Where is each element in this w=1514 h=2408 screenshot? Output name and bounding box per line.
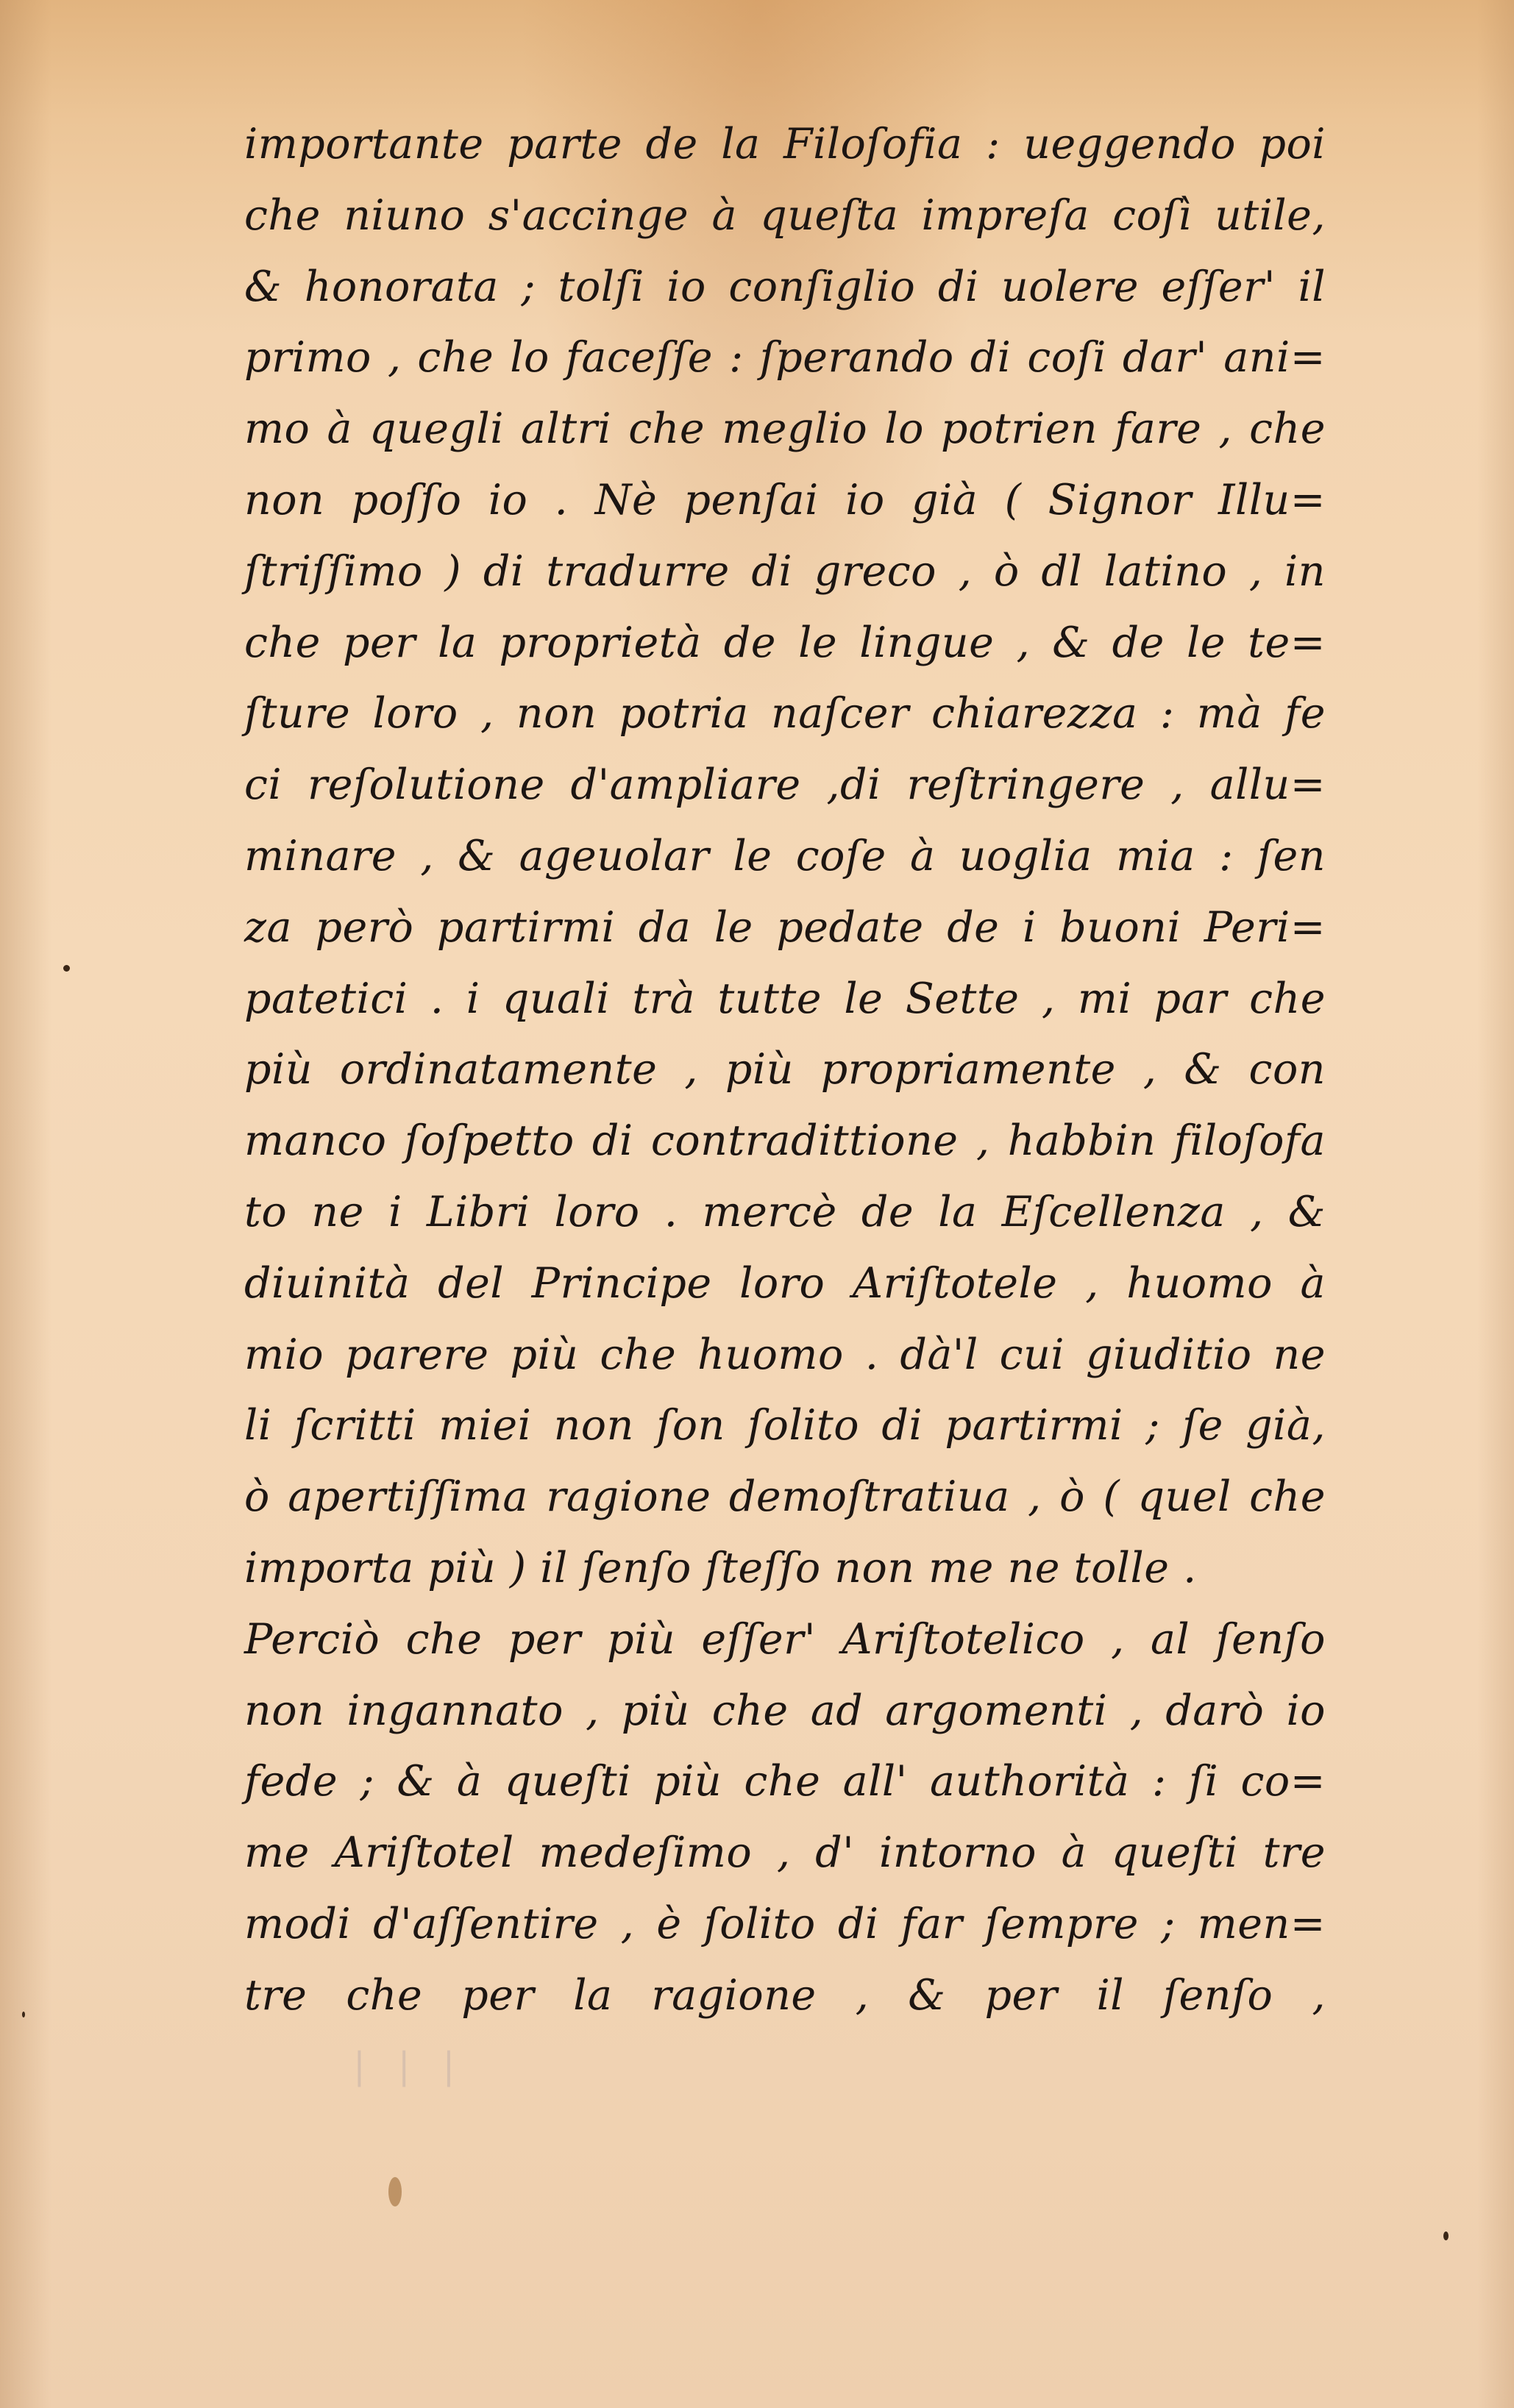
text-line: Perciò che per più eſſer' Ariſtotelico , al ſenſo <box>244 1614 1326 1664</box>
text-line: fede ; & à queſti più che all' authorità : ſi co= <box>244 1757 1326 1806</box>
text-line: to ne i Libri loro . mercè de la Eſcellenza , & <box>244 1187 1326 1236</box>
ink-speck <box>63 965 70 972</box>
text-line: importa più ) il ſenſo ſteſſo non me ne tolle . <box>244 1543 1197 1592</box>
text-line: che per la proprietà de le lingue , & de le te= <box>244 618 1326 667</box>
text-line: ſtriſſimo ) di tradurre di greco , ò dl latino , in <box>244 546 1326 596</box>
text-line: manco ſoſpetto di contradittione , habbin filoſofa <box>244 1116 1326 1166</box>
text-line: minare , & ageuolar le coſe à uoglia mia : ſen <box>244 831 1326 880</box>
ink-speck <box>1443 2231 1449 2240</box>
text-line: & honorata ; tolſi io conſiglio di uolere eſſer' il <box>244 262 1326 311</box>
body-text <box>244 109 1326 2031</box>
ink-speck <box>22 2012 25 2017</box>
text-line: patetici . i quali trà tutte le Sette , mi par che <box>244 974 1326 1023</box>
paper-stain <box>388 2177 402 2206</box>
text-line: diuinità del Principe loro Ariſtotele , huomo à <box>244 1258 1326 1308</box>
text-line: ò apertiſſima ragione demoſtratiua , ò ( quel che <box>244 1472 1326 1522</box>
text-line: non ingannato , più che ad argomenti , darò io <box>244 1686 1326 1735</box>
text-line: li ſcritti miei non ſon ſolito di partirmi ; ſe già, <box>244 1401 1326 1450</box>
bleed-through-mark: | | | <box>353 2045 466 2087</box>
text-line: non poſſo io . Nè penſai io già ( Signor Illu= <box>244 475 1326 524</box>
text-line: me Ariſtotel medeſimo , d' intorno à queſti tre <box>244 1828 1326 1878</box>
text-line: ſture loro , non potria naſcer chiarezza : mà fe <box>244 689 1326 738</box>
text-line: importante parte de la Filoſofia : ueggendo poi <box>244 120 1326 168</box>
text-line: za però partirmi da le pedate de i buoni Peri= <box>244 902 1326 952</box>
text-line: ci reſolutione d'ampliare ,di reſtringere , allu= <box>244 760 1326 810</box>
text-line: mo à quegli altri che meglio lo potrien fare , che <box>244 405 1326 454</box>
text-line: primo , che lo faceſſe : ſperando di coſi dar' ani= <box>244 333 1326 382</box>
text-line: mio parere più che huomo . dà'l cui giuditio ne <box>244 1330 1326 1379</box>
text-line: tre che per la ragione , & per il ſenſo , <box>244 1970 1326 2020</box>
text-line: modi d'aſſentire , è ſolito di far ſempre ; men= <box>244 1899 1326 1948</box>
text-line: più ordinatamente , più propriamente , & con <box>244 1045 1326 1094</box>
text-line: che niuno s'accinge à queſta impreſa coſì utile, <box>244 190 1326 240</box>
